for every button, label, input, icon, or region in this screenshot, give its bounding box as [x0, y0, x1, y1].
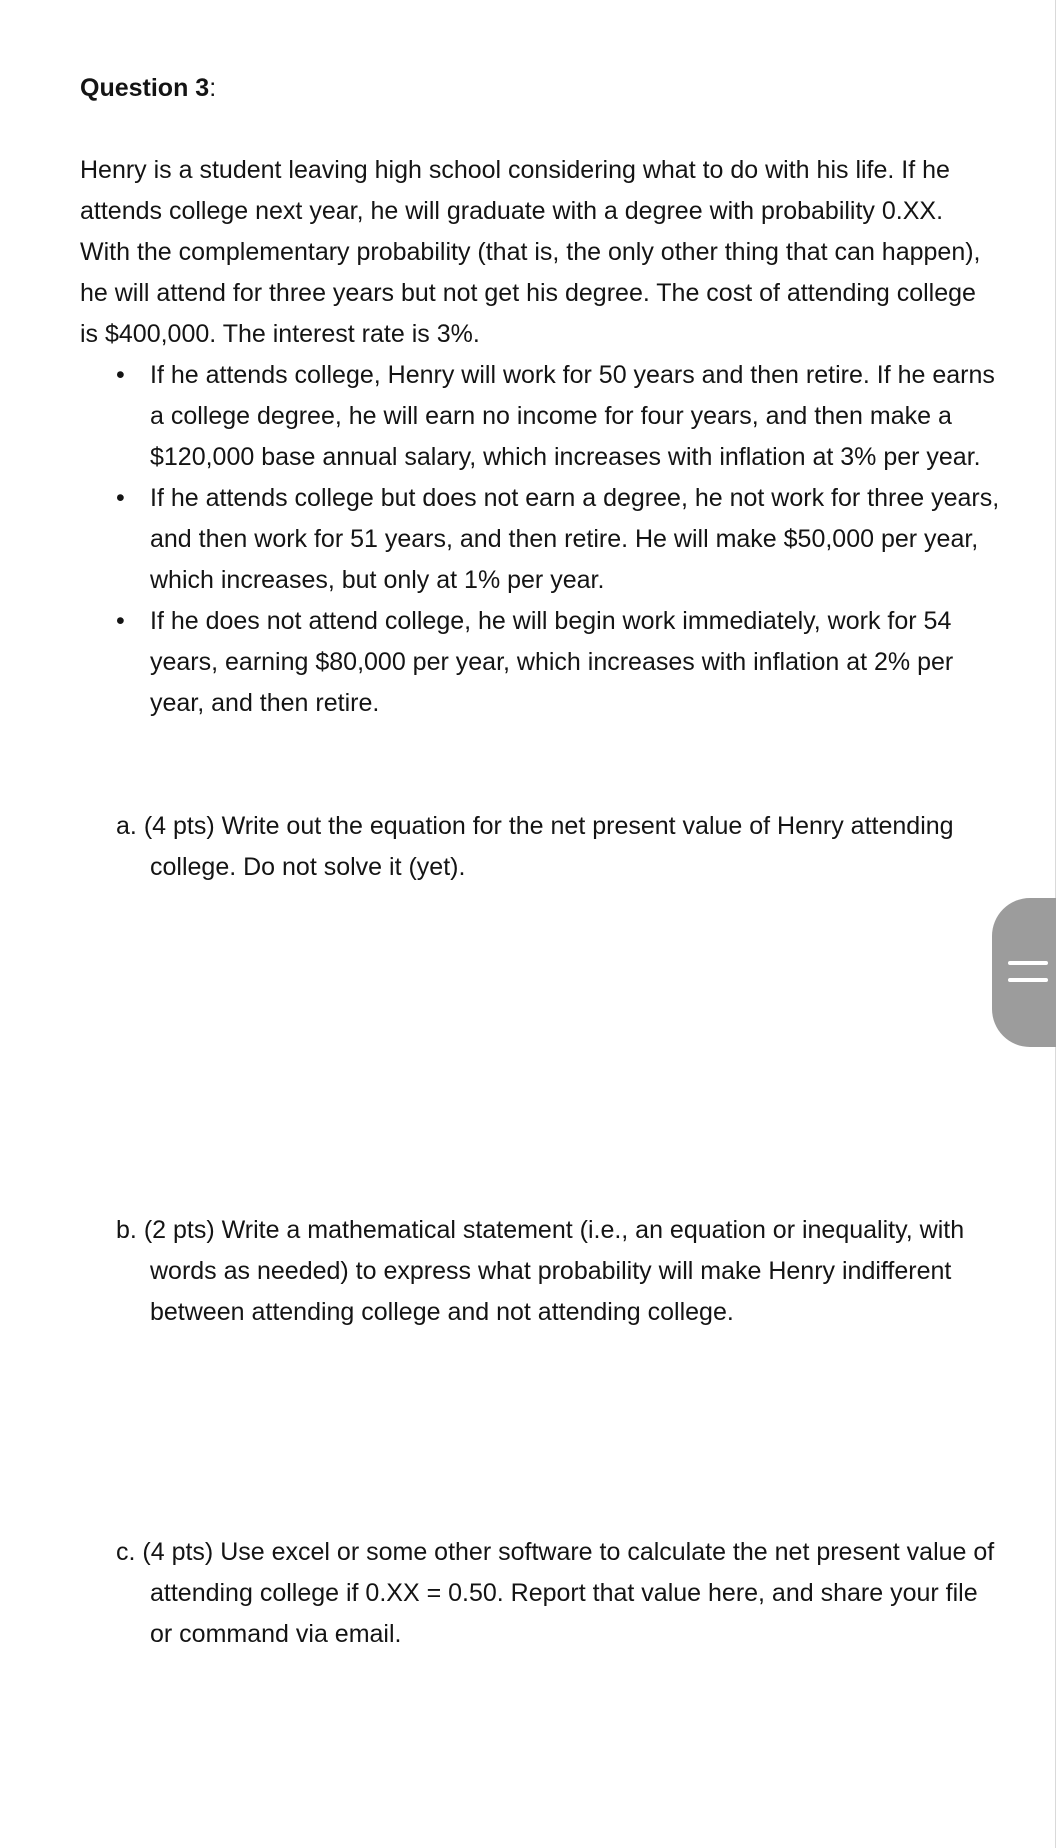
question-title: [80, 68, 1000, 109]
grip-lines-icon: [1008, 961, 1048, 965]
scenario-list: [80, 355, 1000, 724]
scenario-text: If he attends college but does not earn a degree, he not work for three years, and then work for 51 years, and then retire. He will make $50,000 per year, which increases, but only at 1% per year.: [150, 484, 1000, 594]
part-a-label: a.: [116, 812, 137, 840]
bullet-icon: •: [116, 607, 125, 635]
grip-lines-icon: [1008, 978, 1048, 982]
part-b-label: b.: [116, 1216, 137, 1244]
scenario-item: [80, 355, 1000, 478]
question-title-colon: :: [209, 74, 217, 102]
part-b: [80, 1210, 1000, 1333]
part-b-text: (2 pts) Write a mathematical statement (i.e., an equation or inequality, with words as needed) to express what probability will make Henry indifferent between attending college and not attending college.: [143, 1216, 965, 1326]
scenario-text: If he attends college, Henry will work for 50 years and then retire. If he earns a college degree, he will earn no income for four years, and then make a $120,000 base annual salary, which increases with inflation at 3% per year.: [150, 361, 995, 471]
question-intro: Henry is a student leaving high school considering what to do with his life. If he attends college next year, he will graduate with a degree with probability 0.XX. With the complementary probability (that is, the only other thing that can happen), he will attend for three years but not get his degree. The cost of attending college is $400,000. The interest rate is 3%.: [80, 156, 981, 348]
scenario-item: [80, 601, 1000, 724]
bullet-icon: •: [116, 361, 125, 389]
bullet-icon: •: [116, 484, 125, 512]
part-c-label: c.: [116, 1538, 136, 1566]
scenario-text: If he does not attend college, he will begin work immediately, work for 54 years, earning $80,000 per year, which increases with inflation at 2% per year, and then retire.: [150, 607, 954, 717]
side-scroll-handle[interactable]: [992, 898, 1056, 1047]
scenario-item: [80, 478, 1000, 601]
part-a-text: (4 pts) Write out the equation for the net present value of Henry attending college. Do not solve it (yet).: [143, 812, 954, 881]
question-title-text: Question 3: [80, 74, 210, 102]
part-c-text: (4 pts) Use excel or some other software to calculate the net present value of attending college if 0.XX = 0.50. Report that value here, and share your file or command via email.: [142, 1538, 995, 1648]
part-c: [80, 1532, 1000, 1655]
part-a: [80, 806, 1000, 888]
document-body: [80, 68, 1000, 1655]
